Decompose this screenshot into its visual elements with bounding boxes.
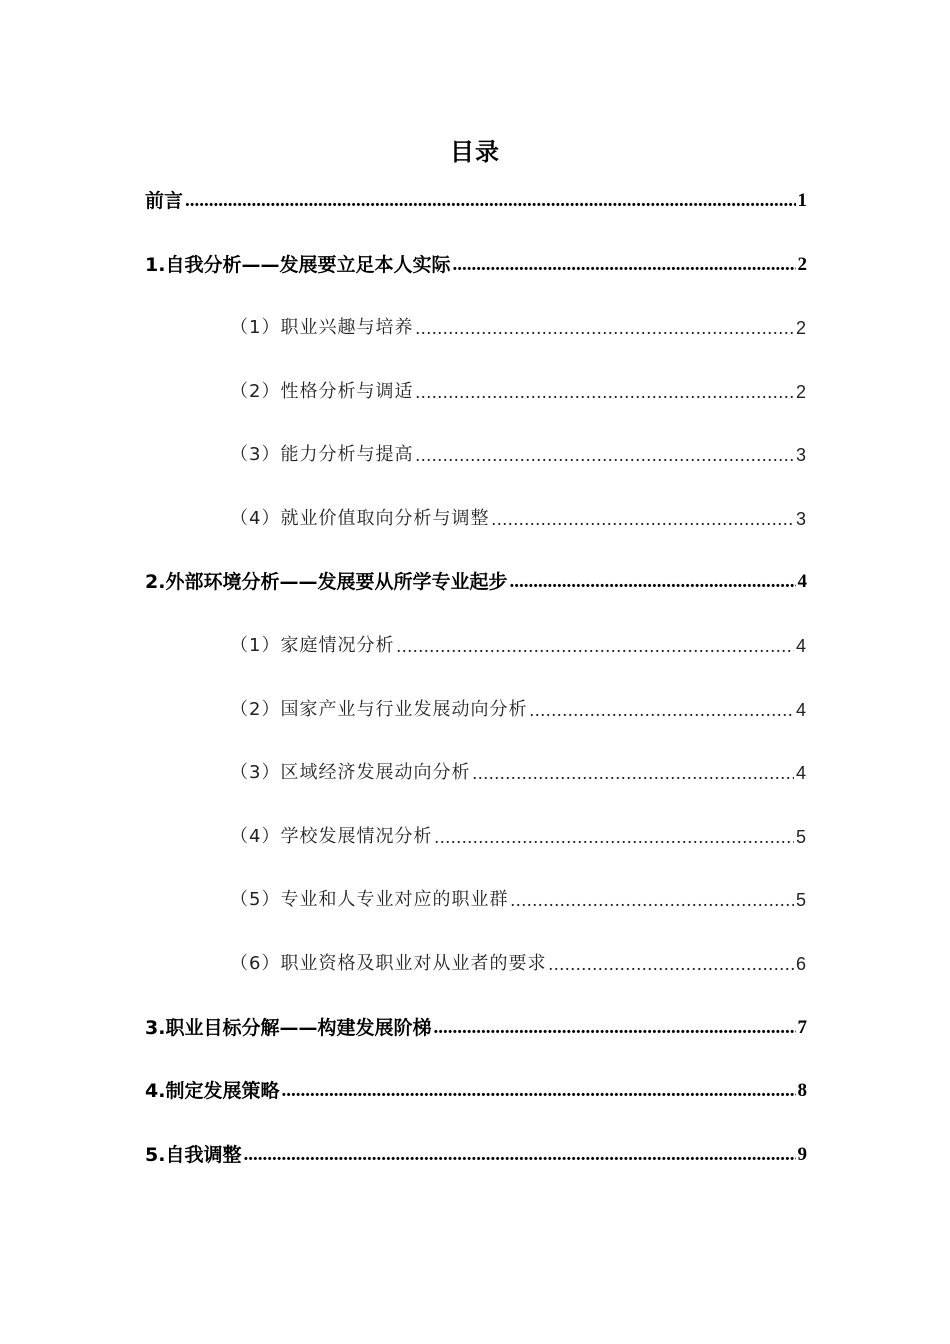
toc-dot-leader: [243, 1140, 795, 1170]
toc-page-number: 2: [795, 382, 807, 402]
toc-entry-text: （2）性格分析与调适: [230, 381, 414, 402]
toc-entry-text: （5）专业和人专业对应的职业群: [230, 889, 509, 910]
toc-entry-1-4[interactable]: [230, 504, 807, 534]
toc-entry-text: （4）就业价值取向分析与调整: [230, 508, 490, 529]
toc-dot-leader: [434, 822, 794, 852]
toc-dot-leader: [415, 313, 794, 343]
toc-dot-leader: [510, 885, 794, 915]
toc-page-number: 4: [797, 571, 807, 592]
toc-dot-leader: [452, 250, 795, 280]
toc-page-number: 2: [795, 318, 807, 338]
toc-entry-text: 前言: [145, 190, 184, 212]
toc-page-number: 5: [795, 827, 807, 847]
toc-dot-leader: [433, 1013, 795, 1043]
toc-entry-text: （1）家庭情况分析: [230, 635, 395, 656]
toc-entry-section-2[interactable]: [145, 567, 807, 597]
toc-page-number: 7: [797, 1017, 807, 1038]
toc-page-number: 9: [797, 1144, 807, 1165]
toc-entry-2-5[interactable]: [230, 885, 807, 915]
toc-entry-text: （2）国家产业与行业发展动向分析: [230, 699, 528, 720]
toc-entry-text: 1.自我分析——发展要立足本人实际: [145, 254, 451, 276]
toc-entry-section-5[interactable]: [145, 1140, 807, 1170]
toc-entry-text: 4.制定发展策略: [145, 1080, 280, 1102]
toc-dot-leader: [281, 1076, 795, 1106]
toc-entry-2-1[interactable]: [230, 631, 807, 661]
toc-page-number: 3: [795, 445, 807, 465]
toc-page-number: 4: [795, 700, 807, 720]
toc-entry-2-3[interactable]: [230, 758, 807, 788]
toc-dot-leader: [415, 440, 794, 470]
toc-entry-section-3[interactable]: [145, 1013, 807, 1043]
toc-title: 目录: [450, 138, 500, 166]
toc-dot-leader: [491, 504, 794, 534]
toc-entry-text: （3）区域经济发展动向分析: [230, 762, 471, 783]
toc-dot-leader: [396, 631, 794, 661]
toc-page-number: 4: [795, 636, 807, 656]
toc-entry-section-4[interactable]: [145, 1076, 807, 1106]
toc-entry-1-1[interactable]: [230, 313, 807, 343]
toc-dot-leader: [529, 695, 794, 725]
toc-entry-1-2[interactable]: [230, 377, 807, 407]
toc-entry-section-1[interactable]: [145, 250, 807, 280]
toc-page-number: 3: [795, 509, 807, 529]
toc-page-number: 6: [795, 954, 807, 974]
toc-page-number: 2: [797, 254, 807, 275]
toc-dot-leader: [509, 567, 795, 597]
toc-entry-text: （3）能力分析与提高: [230, 444, 414, 465]
toc-entry-2-6[interactable]: [230, 949, 807, 979]
toc-entry-text: （4）学校发展情况分析: [230, 826, 433, 847]
toc-page-number: 8: [797, 1080, 807, 1101]
toc-entry-text: （6）职业资格及职业对从业者的要求: [230, 953, 547, 974]
toc-entry-2-2[interactable]: [230, 695, 807, 725]
toc-entry-text: 3.职业目标分解——构建发展阶梯: [145, 1017, 432, 1039]
toc-entry-text: 5.自我调整: [145, 1144, 242, 1166]
toc-dot-leader: [185, 186, 795, 216]
toc-page-number: 4: [795, 763, 807, 783]
toc-dot-leader: [548, 949, 794, 979]
toc-page-number: 1: [797, 190, 807, 211]
toc-entry-2-4[interactable]: [230, 822, 807, 852]
toc-entry-text: （1）职业兴趣与培养: [230, 317, 414, 338]
toc-page-number: 5: [795, 890, 807, 910]
toc-entry-1-3[interactable]: [230, 440, 807, 470]
toc-entry-preface[interactable]: [145, 186, 807, 216]
toc-dot-leader: [415, 377, 794, 407]
toc-entry-text: 2.外部环境分析——发展要从所学专业起步: [145, 571, 508, 593]
toc-dot-leader: [472, 758, 794, 788]
